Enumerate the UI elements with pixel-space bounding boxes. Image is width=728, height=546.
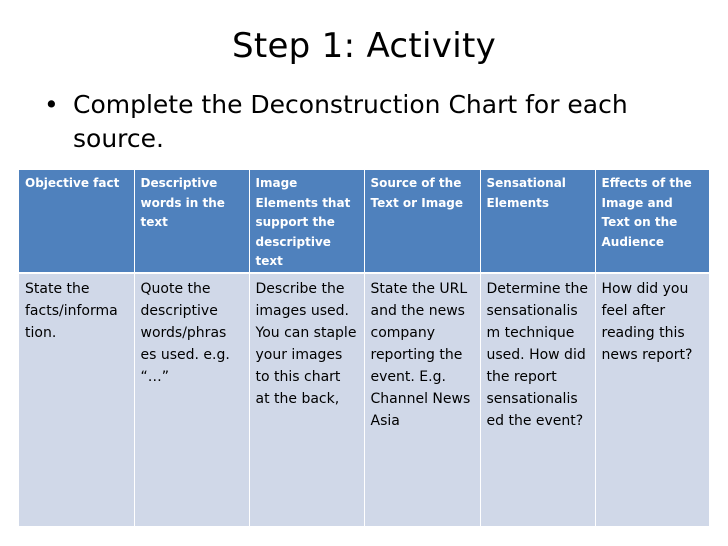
header-objective-fact: Objective fact xyxy=(19,170,134,273)
header-effects: Effects of the Image and Text on the Audience xyxy=(595,170,709,273)
cell-descriptive-words: Quote the descriptive words/phras es used. e.g. “…” xyxy=(134,273,249,526)
cell-image-elements: Describe the images used. You can staple your images to this chart at the back, xyxy=(249,273,364,526)
bullet-point xyxy=(44,88,694,156)
deconstruction-chart xyxy=(19,170,709,526)
header-descriptive-words: Descriptive words in the text xyxy=(134,170,249,273)
cell-sensational-elements: Determine the sensationalis m technique used. How did the report sensationalis ed the event? xyxy=(480,273,595,526)
cell-source: State the URL and the news company reporting the event. E.g. Channel News Asia xyxy=(364,273,480,526)
slide-title: Step 1: Activity xyxy=(231,26,497,66)
table-row xyxy=(19,273,709,526)
header-row xyxy=(19,170,709,273)
header-image-elements: Image Elements that support the descriptive text xyxy=(249,170,364,273)
cell-effects: How did you feel after reading this news report? xyxy=(595,273,709,526)
cell-objective-fact: State the facts/informa tion. xyxy=(19,273,134,526)
bullet-text: Complete the Deconstruction Chart for each source. xyxy=(73,90,628,153)
header-sensational-elements: Sensational Elements xyxy=(480,170,595,273)
header-source: Source of the Text or Image xyxy=(364,170,480,273)
bullet-dot-icon: • xyxy=(44,90,59,119)
